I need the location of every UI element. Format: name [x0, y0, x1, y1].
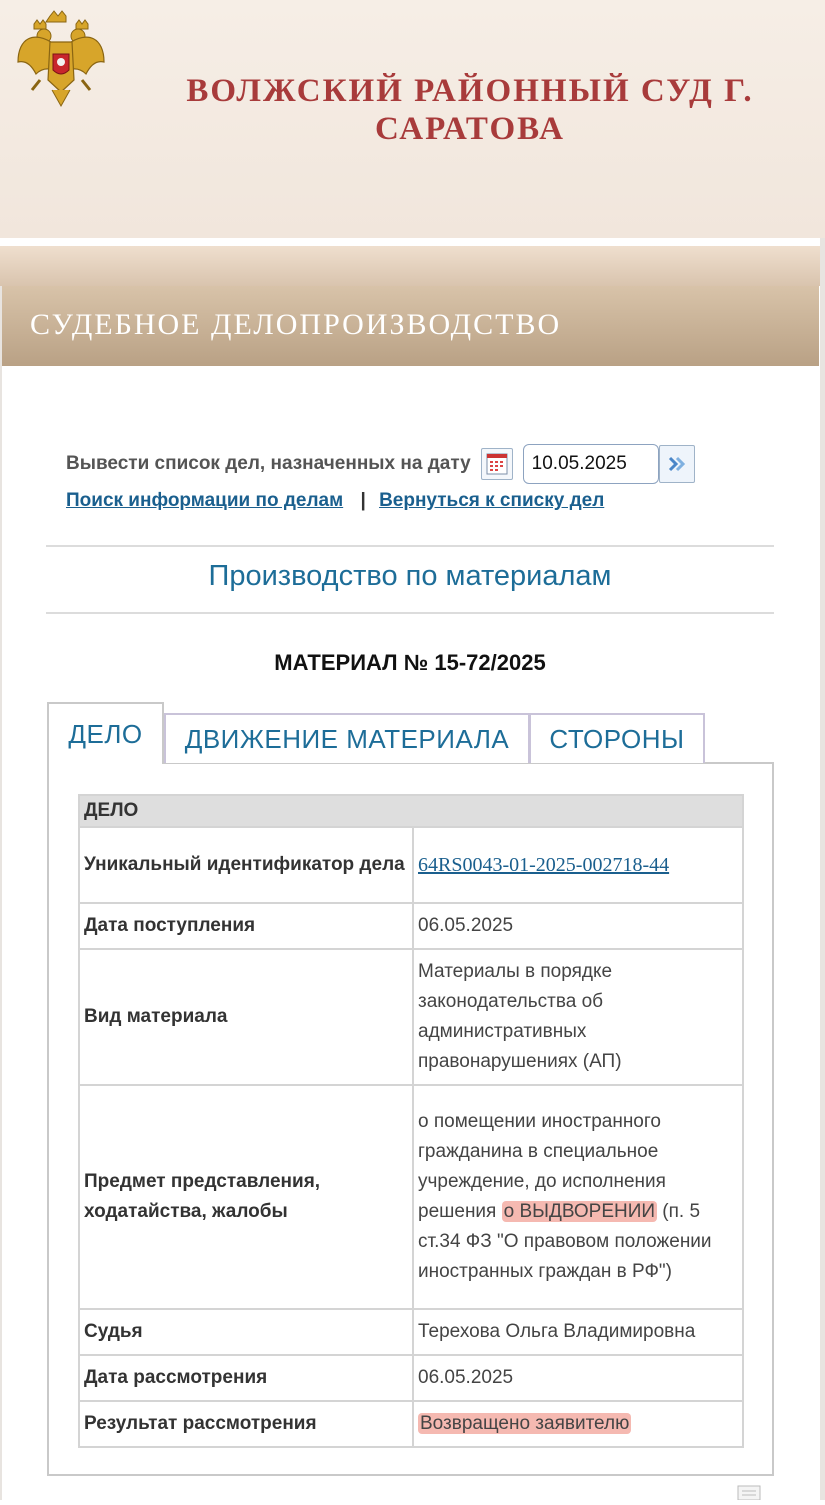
section-title: СУДЕБНОЕ ДЕЛОПРОИЗВОДСТВО	[30, 308, 562, 341]
highlighted-text: о ВЫДВОРЕНИИ	[503, 1201, 656, 1222]
divider-top	[46, 545, 774, 547]
back-to-list-link[interactable]: Вернуться к списку дел	[379, 490, 605, 511]
date-search-row	[66, 443, 695, 485]
page-subheading: Производство по материалам	[208, 560, 612, 592]
header-divider	[0, 238, 825, 246]
page-edge-left	[0, 286, 2, 1500]
table-header-row	[79, 795, 743, 827]
table-row	[79, 903, 743, 949]
tab-material-movement[interactable]: ДВИЖЕНИЕ МАТЕРИАЛА	[164, 713, 530, 763]
russian-coat-of-arms-icon	[14, 10, 108, 110]
court-name	[120, 72, 820, 148]
table-row	[79, 1355, 743, 1401]
row-label: Дата рассмотрения	[79, 1355, 413, 1401]
row-label: Дата поступления	[79, 903, 413, 949]
subject-text-before: о помещении иностранного гражданина в специальное учреждение, до исполнения решения	[418, 1111, 666, 1222]
court-name-line1: ВОЛЖСКИЙ РАЙОННЫЙ СУД Г.	[186, 73, 754, 109]
date-input[interactable]	[523, 444, 659, 484]
row-label: Вид материала	[79, 949, 413, 1085]
row-label: Предмет представления, ходатайства, жалобы	[79, 1085, 413, 1309]
material-number: МАТЕРИАЛ № 15-72/2025	[274, 650, 546, 675]
double-chevron-right-icon[interactable]	[659, 445, 695, 483]
link-separator: |	[360, 490, 366, 511]
divider-bottom	[46, 612, 774, 614]
case-uid-link[interactable]: 64RS0043-01-2025-002718-44	[418, 853, 670, 876]
decorative-band	[0, 246, 825, 286]
site-header	[0, 0, 825, 238]
table-row	[79, 949, 743, 1085]
table-row	[79, 1085, 743, 1309]
row-label: Судья	[79, 1309, 413, 1355]
print-icon[interactable]	[732, 1484, 766, 1500]
table-row	[79, 1309, 743, 1355]
calendar-icon[interactable]	[481, 448, 513, 480]
row-label: Результат рассмотрения	[79, 1401, 413, 1447]
row-value: 06.05.2025	[413, 903, 743, 949]
navigation-links	[66, 490, 604, 512]
tab-parties[interactable]: СТОРОНЫ	[529, 713, 705, 763]
tab-case[interactable]: ДЕЛО	[47, 702, 164, 764]
page-edge-right	[820, 238, 825, 1500]
search-info-link[interactable]: Поиск информации по делам	[66, 490, 344, 511]
subject-text-after: (п. 5 ст.34 ФЗ "О правовом положении иностранных граждан в РФ")	[418, 1201, 712, 1282]
section-banner	[2, 286, 819, 366]
table-row	[79, 827, 743, 903]
case-details-table	[78, 794, 744, 1448]
row-value: Терехова Ольга Владимировна	[413, 1309, 743, 1355]
row-value: Материалы в порядке законодательства об административных правонарушениях (АП)	[413, 949, 743, 1085]
row-label: Уникальный идентификатор дела	[79, 827, 413, 903]
row-value	[413, 1085, 743, 1309]
table-header: ДЕЛО	[79, 795, 743, 827]
result-value: Возвращено заявителю	[420, 1413, 630, 1434]
table-row	[79, 1401, 743, 1447]
row-value: 06.05.2025	[413, 1355, 743, 1401]
date-search-label: Вывести список дел, назначенных на дату	[66, 453, 471, 474]
court-name-line2: САРАТОВА	[375, 111, 565, 147]
